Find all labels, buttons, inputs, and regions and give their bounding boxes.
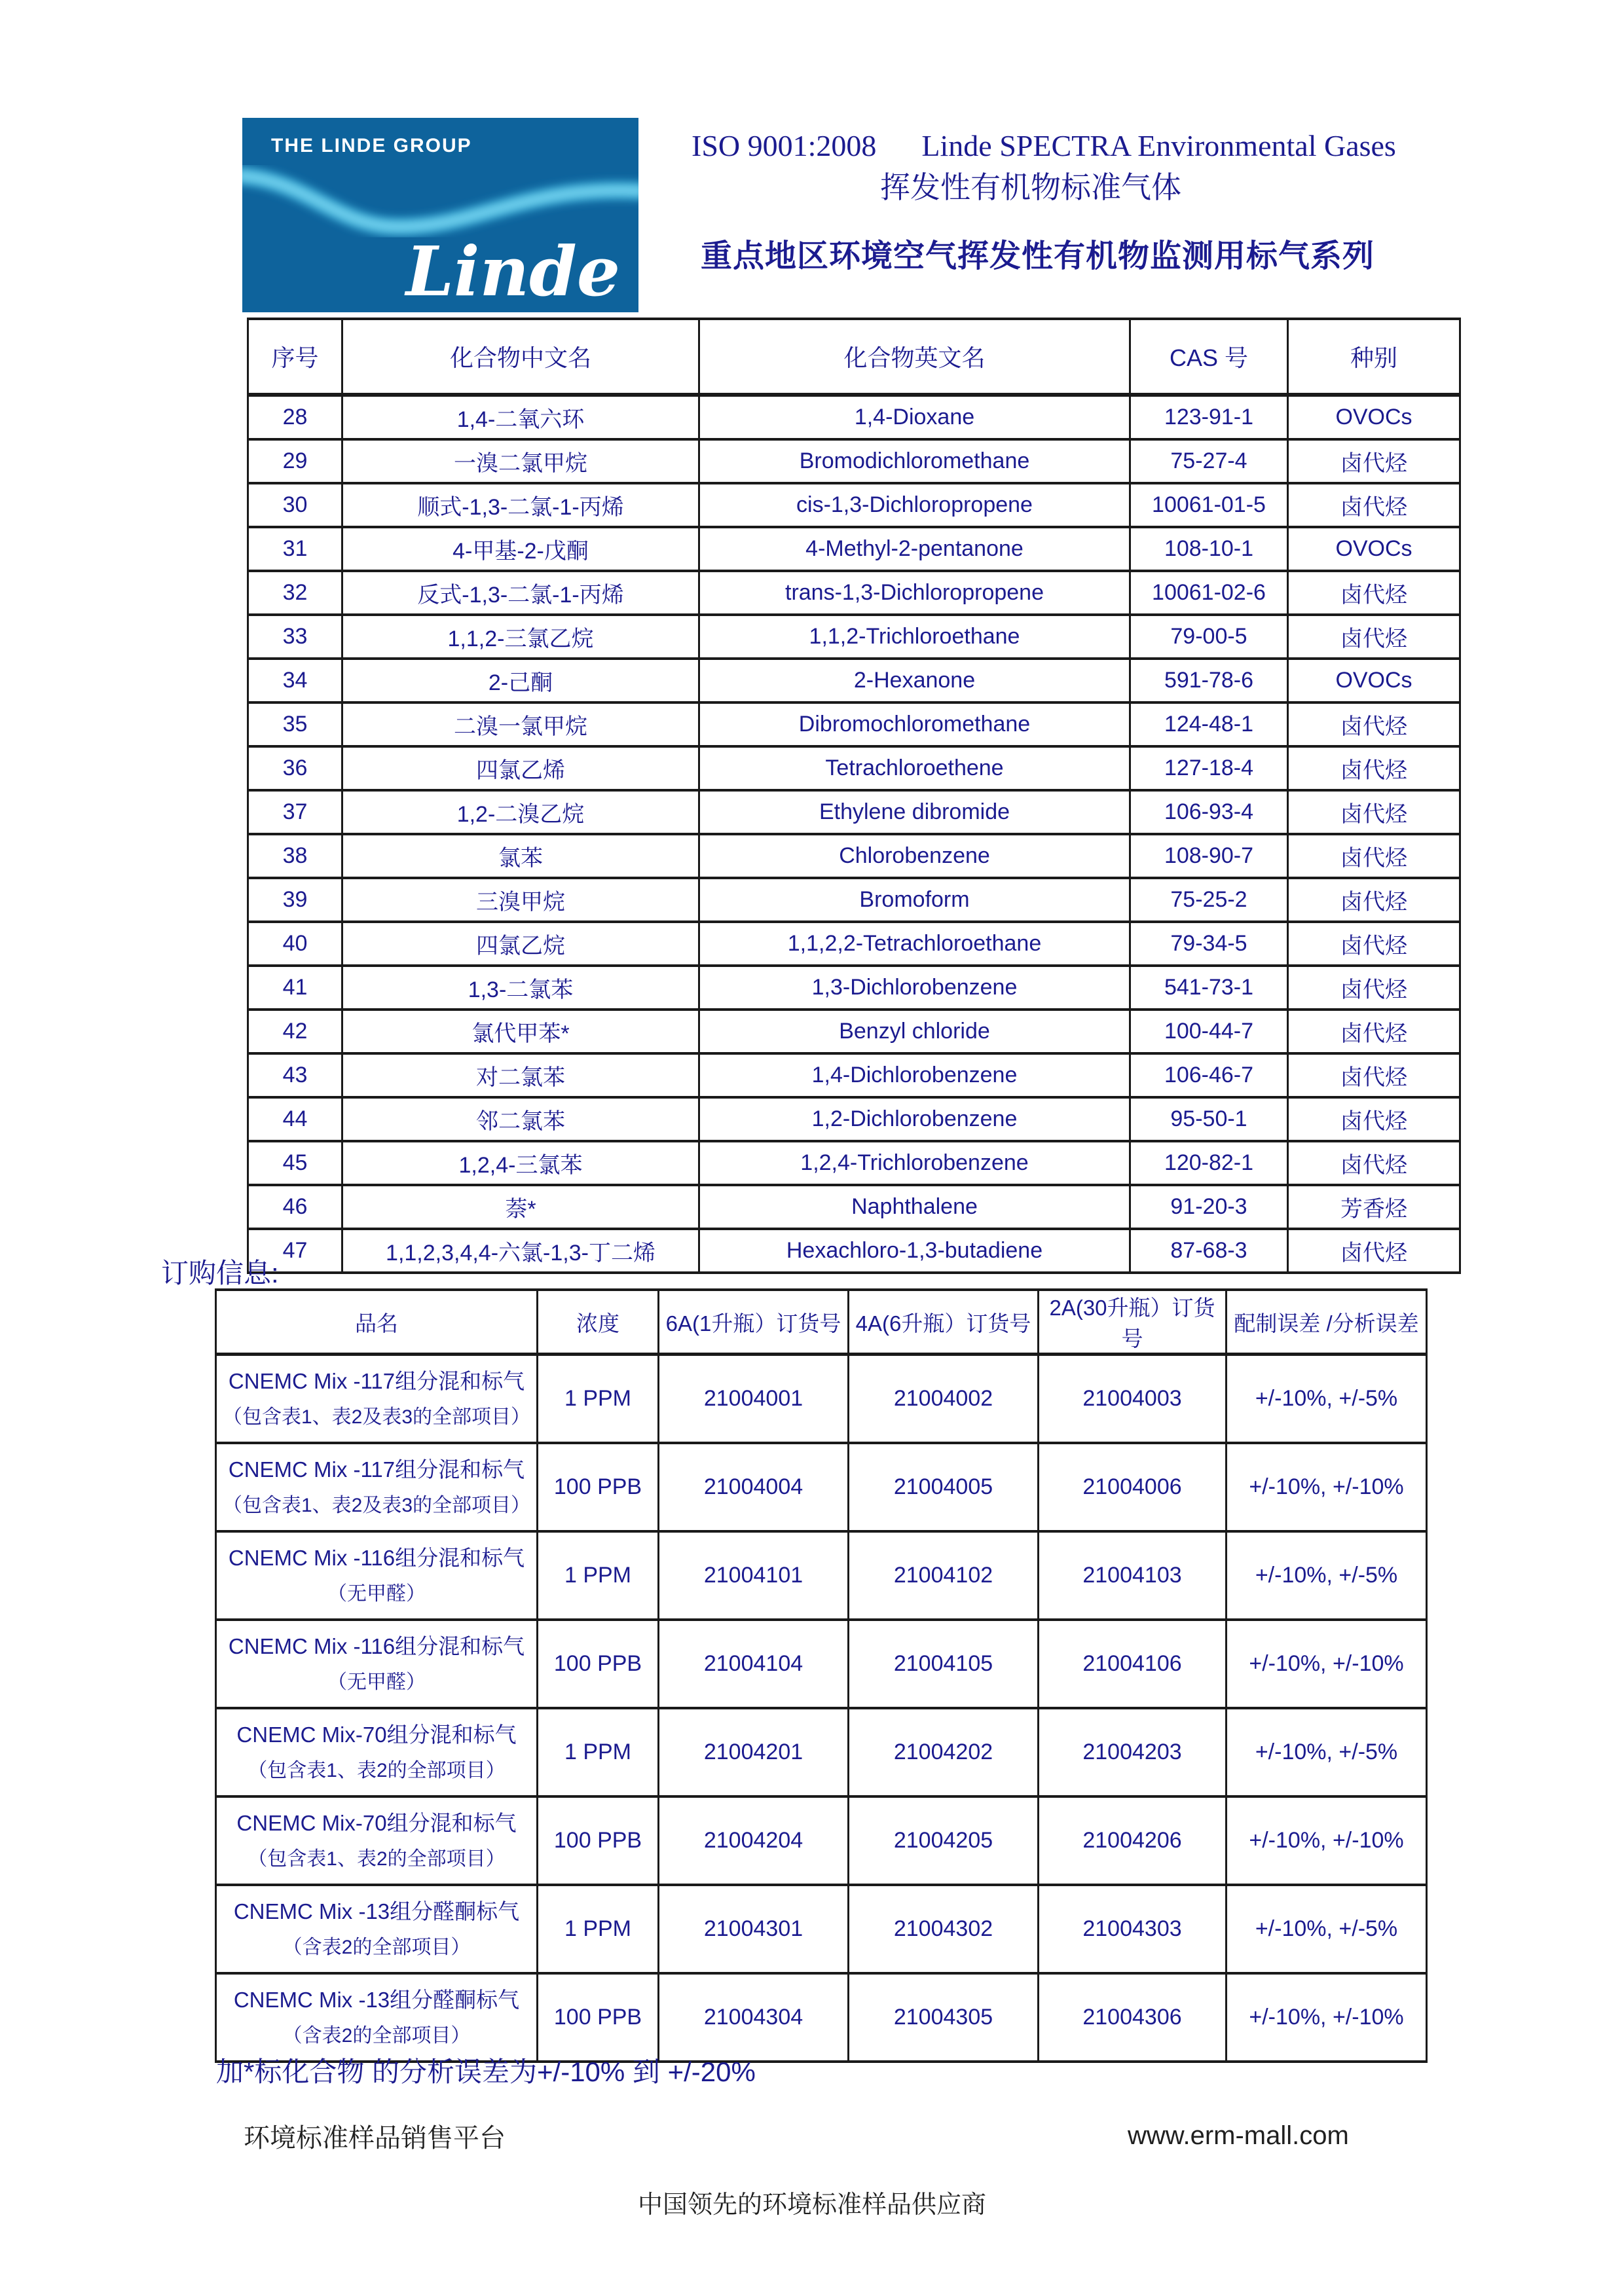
compound-header-row: [248, 319, 1460, 395]
cell-tolerance: +/-10%, +/-10%: [1227, 1620, 1427, 1708]
cell-4a: 21004302: [849, 1885, 1039, 1973]
cell-type: OVOCs: [1288, 527, 1460, 571]
cell-seq: 33: [248, 615, 342, 659]
cell-6a: 21004101: [659, 1531, 849, 1620]
cell-cn: 对二氯苯: [342, 1053, 699, 1097]
col-header-conc: 浓度: [538, 1290, 659, 1355]
cell-cas: 10061-02-6: [1130, 571, 1288, 615]
cell-type: OVOCs: [1288, 659, 1460, 702]
cell-seq: 34: [248, 659, 342, 702]
cell-conc: 100 PPB: [538, 1443, 659, 1531]
cell-cn: 1,1,2,3,4,4-六氯-1,3-丁二烯: [342, 1229, 699, 1273]
footer-website-link[interactable]: www.erm-mall.com: [1128, 2121, 1349, 2150]
cell-2a: 21004303: [1039, 1885, 1227, 1973]
cell-en: 1,1,2-Trichloroethane: [699, 615, 1130, 659]
col-header-en: 化合物英文名: [699, 319, 1130, 395]
cell-cn: 1,2,4-三氯苯: [342, 1141, 699, 1185]
cell-en: Bromoform: [699, 878, 1130, 922]
cell-cn: 萘*: [342, 1185, 699, 1229]
table-row: [248, 1229, 1460, 1273]
cell-4a: 21004002: [849, 1355, 1039, 1444]
table-row: [248, 1053, 1460, 1097]
cell-seq: 44: [248, 1097, 342, 1141]
table-row: [248, 483, 1460, 527]
cell-type: 卤代烃: [1288, 1053, 1460, 1097]
table-row: [248, 615, 1460, 659]
cell-product: [216, 1973, 538, 2062]
cell-4a: 21004105: [849, 1620, 1039, 1708]
cell-seq: 39: [248, 878, 342, 922]
table-row: [248, 1097, 1460, 1141]
cell-product: [216, 1708, 538, 1796]
cell-seq: 41: [248, 966, 342, 1010]
cell-en: Hexachloro-1,3-butadiene: [699, 1229, 1130, 1273]
logo-group-label: THE LINDE GROUP: [271, 135, 472, 156]
cell-6a: 21004104: [659, 1620, 849, 1708]
cell-6a: 21004001: [659, 1355, 849, 1444]
table-row: [248, 527, 1460, 571]
order-table: [215, 1288, 1428, 2063]
cell-cas: 100-44-7: [1130, 1010, 1288, 1053]
product-name: CNEMC Mix -116组分混和标气: [228, 1545, 525, 1570]
cell-2a: 21004206: [1039, 1796, 1227, 1885]
cell-product: [216, 1620, 538, 1708]
cell-6a: 21004304: [659, 1973, 849, 2062]
product-name: CNEMC Mix-70组分混和标气: [236, 1722, 517, 1747]
cell-en: 1,4-Dioxane: [699, 395, 1130, 439]
cell-tolerance: +/-10%, +/-10%: [1227, 1796, 1427, 1885]
cell-cn: 邻二氯苯: [342, 1097, 699, 1141]
table-row: [248, 790, 1460, 834]
cell-2a: 21004106: [1039, 1620, 1227, 1708]
cell-type: 卤代烃: [1288, 966, 1460, 1010]
footer-slogan: 中国领先的环境标准样品供应商: [637, 2191, 987, 2219]
cell-type: 卤代烃: [1288, 878, 1460, 922]
cell-product: [216, 1531, 538, 1620]
cell-cas: 106-93-4: [1130, 790, 1288, 834]
order-row: [216, 1531, 1427, 1620]
cell-cas: 75-25-2: [1130, 878, 1288, 922]
cell-type: 卤代烃: [1288, 834, 1460, 878]
title-series-line: 重点地区环境空气挥发性有机物监测用标气系列: [701, 239, 1375, 274]
cell-en: Chlorobenzene: [699, 834, 1130, 878]
cell-4a: 21004305: [849, 1973, 1039, 2062]
product-name: CNEMC Mix -116组分混和标气: [228, 1633, 525, 1658]
col-header-product: 品名: [216, 1290, 538, 1355]
cell-en: 1,4-Dichlorobenzene: [699, 1053, 1130, 1097]
cell-6a: 21004204: [659, 1796, 849, 1885]
cell-seq: 28: [248, 395, 342, 439]
cell-cn: 四氯乙烷: [342, 922, 699, 966]
cell-cas: 10061-01-5: [1130, 483, 1288, 527]
cell-seq: 47: [248, 1229, 342, 1273]
cell-en: Tetrachloroethene: [699, 746, 1130, 790]
cell-cn: 1,2-二溴乙烷: [342, 790, 699, 834]
cell-cas: 127-18-4: [1130, 746, 1288, 790]
cell-tolerance: +/-10%, +/-5%: [1227, 1355, 1427, 1444]
cell-en: Bromodichloromethane: [699, 439, 1130, 483]
cell-en: 1,3-Dichlorobenzene: [699, 966, 1130, 1010]
cell-seq: 32: [248, 571, 342, 615]
product-name: CNEMC Mix-70组分混和标气: [236, 1810, 517, 1835]
cell-en: Dibromochloromethane: [699, 702, 1130, 746]
table-row: [248, 702, 1460, 746]
cell-tolerance: +/-10%, +/-5%: [1227, 1885, 1427, 1973]
cell-en: trans-1,3-Dichloropropene: [699, 571, 1130, 615]
cell-conc: 1 PPM: [538, 1355, 659, 1444]
cell-en: Benzyl chloride: [699, 1010, 1130, 1053]
product-desc: （含表2的全部项目）: [282, 2025, 471, 2047]
cell-seq: 42: [248, 1010, 342, 1053]
ordering-info-label: 订购信息:: [161, 1258, 279, 1288]
cell-type: 卤代烃: [1288, 702, 1460, 746]
cell-6a: 21004004: [659, 1443, 849, 1531]
table-row: [248, 922, 1460, 966]
cell-cn: 氯苯: [342, 834, 699, 878]
cell-cas: 79-00-5: [1130, 615, 1288, 659]
cell-cn: 1,3-二氯苯: [342, 966, 699, 1010]
cell-type: 卤代烃: [1288, 439, 1460, 483]
cell-cn: 一溴二氯甲烷: [342, 439, 699, 483]
table-row: [248, 834, 1460, 878]
table-row: [248, 1141, 1460, 1185]
cell-seq: 46: [248, 1185, 342, 1229]
cell-seq: 43: [248, 1053, 342, 1097]
cell-conc: 100 PPB: [538, 1796, 659, 1885]
product-name: CNEMC Mix -117组分混和标气: [228, 1368, 525, 1393]
cell-cn: 1,4-二氧六环: [342, 395, 699, 439]
product-desc: （无甲醛）: [327, 1671, 426, 1694]
cell-en: Naphthalene: [699, 1185, 1130, 1229]
cell-cas: 120-82-1: [1130, 1141, 1288, 1185]
cell-cas: 124-48-1: [1130, 702, 1288, 746]
order-row: [216, 1973, 1427, 2062]
order-row: [216, 1885, 1427, 1973]
cell-type: 卤代烃: [1288, 571, 1460, 615]
cell-conc: 100 PPB: [538, 1620, 659, 1708]
cell-en: 1,1,2,2-Tetrachloroethane: [699, 922, 1130, 966]
cell-type: OVOCs: [1288, 395, 1460, 439]
table-row: [248, 966, 1460, 1010]
cell-cn: 顺式-1,3-二氯-1-丙烯: [342, 483, 699, 527]
cell-seq: 37: [248, 790, 342, 834]
cell-seq: 30: [248, 483, 342, 527]
order-row: [216, 1443, 1427, 1531]
cell-seq: 36: [248, 746, 342, 790]
cell-cas: 87-68-3: [1130, 1229, 1288, 1273]
cell-cn: 反式-1,3-二氯-1-丙烯: [342, 571, 699, 615]
cell-4a: 21004102: [849, 1531, 1039, 1620]
cell-type: 芳香烃: [1288, 1185, 1460, 1229]
cell-cas: 108-10-1: [1130, 527, 1288, 571]
cell-type: 卤代烃: [1288, 1010, 1460, 1053]
linde-logo: [242, 118, 638, 312]
col-header-type: 种别: [1288, 319, 1460, 395]
footer-platform-label: 环境标准样品销售平台: [244, 2124, 506, 2153]
cell-cas: 108-90-7: [1130, 834, 1288, 878]
cell-conc: 100 PPB: [538, 1973, 659, 2062]
order-header-row: [216, 1290, 1427, 1355]
cell-2a: 21004003: [1039, 1355, 1227, 1444]
cell-en: 1,2,4-Trichlorobenzene: [699, 1141, 1130, 1185]
cell-tolerance: +/-10%, +/-10%: [1227, 1443, 1427, 1531]
cell-seq: 29: [248, 439, 342, 483]
product-desc: （包含表1、表2及表3的全部项目）: [222, 1495, 531, 1517]
product-desc: （无甲醛）: [327, 1583, 426, 1605]
product-desc: （包含表1、表2的全部项目）: [248, 1760, 506, 1782]
cell-cn: 1,1,2-三氯乙烷: [342, 615, 699, 659]
cell-cas: 123-91-1: [1130, 395, 1288, 439]
cell-product: [216, 1355, 538, 1444]
cell-seq: 35: [248, 702, 342, 746]
col-header-cn: 化合物中文名: [342, 319, 699, 395]
table-row: [248, 659, 1460, 702]
cell-2a: 21004306: [1039, 1973, 1227, 2062]
product-name: CNEMC Mix -13组分醛酮标气: [233, 1987, 520, 2012]
cell-seq: 40: [248, 922, 342, 966]
cell-tolerance: +/-10%, +/-5%: [1227, 1708, 1427, 1796]
cell-type: 卤代烃: [1288, 1229, 1460, 1273]
product-desc: （包含表1、表2的全部项目）: [248, 1848, 506, 1870]
cell-en: 1,2-Dichlorobenzene: [699, 1097, 1130, 1141]
col-header-2a: 2A(30升瓶）订货号: [1039, 1290, 1227, 1355]
cell-conc: 1 PPM: [538, 1708, 659, 1796]
cell-cn: 三溴甲烷: [342, 878, 699, 922]
table-row: [248, 878, 1460, 922]
cell-cas: 541-73-1: [1130, 966, 1288, 1010]
cell-type: 卤代烃: [1288, 615, 1460, 659]
table-row: [248, 395, 1460, 439]
cell-type: 卤代烃: [1288, 922, 1460, 966]
cell-en: 4-Methyl-2-pentanone: [699, 527, 1130, 571]
cell-cn: 2-己酮: [342, 659, 699, 702]
cell-tolerance: +/-10%, +/-10%: [1227, 1973, 1427, 2062]
cell-cn: 氯代甲苯*: [342, 1010, 699, 1053]
table-row: [248, 439, 1460, 483]
cell-2a: 21004006: [1039, 1443, 1227, 1531]
cell-cn: 二溴一氯甲烷: [342, 702, 699, 746]
col-header-4a: 4A(6升瓶）订货号: [849, 1290, 1039, 1355]
compound-table: [247, 318, 1461, 1274]
cell-conc: 1 PPM: [538, 1885, 659, 1973]
cell-product: [216, 1443, 538, 1531]
product-name: CNEMC Mix -13组分醛酮标气: [233, 1899, 520, 1923]
cell-cn: 4-甲基-2-戊酮: [342, 527, 699, 571]
cell-4a: 21004202: [849, 1708, 1039, 1796]
cell-type: 卤代烃: [1288, 483, 1460, 527]
cell-cas: 75-27-4: [1130, 439, 1288, 483]
product-desc: （含表2的全部项目）: [282, 1937, 471, 1959]
cell-cas: 106-46-7: [1130, 1053, 1288, 1097]
cell-6a: 21004201: [659, 1708, 849, 1796]
table-row: [248, 1010, 1460, 1053]
cell-cas: 95-50-1: [1130, 1097, 1288, 1141]
cell-en: 2-Hexanone: [699, 659, 1130, 702]
cell-conc: 1 PPM: [538, 1531, 659, 1620]
col-header-cas: CAS 号: [1130, 319, 1288, 395]
cell-tolerance: +/-10%, +/-5%: [1227, 1531, 1427, 1620]
cell-en: Ethylene dibromide: [699, 790, 1130, 834]
cell-cas: 591-78-6: [1130, 659, 1288, 702]
order-row: [216, 1355, 1427, 1444]
cell-type: 卤代烃: [1288, 790, 1460, 834]
cell-product: [216, 1885, 538, 1973]
cell-seq: 31: [248, 527, 342, 571]
title-voc-line: 挥发性有机物标准气体: [880, 171, 1181, 204]
cell-product: [216, 1796, 538, 1885]
cell-4a: 21004005: [849, 1443, 1039, 1531]
order-row: [216, 1620, 1427, 1708]
cell-type: 卤代烃: [1288, 1097, 1460, 1141]
col-header-tolerance: 配制误差 /分析误差: [1227, 1290, 1427, 1355]
col-header-6a: 6A(1升瓶）订货号: [659, 1290, 849, 1355]
cell-seq: 38: [248, 834, 342, 878]
table-row: [248, 746, 1460, 790]
product-desc: （包含表1、表2及表3的全部项目）: [222, 1406, 531, 1429]
table-row: [248, 571, 1460, 615]
cell-cn: 四氯乙烯: [342, 746, 699, 790]
cell-type: 卤代烃: [1288, 746, 1460, 790]
logo-brand-script: Linde: [405, 231, 620, 312]
product-name: CNEMC Mix -117组分混和标气: [228, 1457, 525, 1482]
col-header-seq: 序号: [248, 319, 342, 395]
cell-en: cis-1,3-Dichloropropene: [699, 483, 1130, 527]
cell-cas: 79-34-5: [1130, 922, 1288, 966]
cell-seq: 45: [248, 1141, 342, 1185]
title-iso-line: ISO 9001:2008 Linde SPECTRA Environmental Gases: [692, 129, 1396, 162]
order-row: [216, 1708, 1427, 1796]
cell-cas: 91-20-3: [1130, 1185, 1288, 1229]
cell-2a: 21004103: [1039, 1531, 1227, 1620]
order-row: [216, 1796, 1427, 1885]
asterisk-footnote: 加*标化合物 的分析误差为+/-10% 到 +/-20%: [216, 2056, 756, 2087]
cell-4a: 21004205: [849, 1796, 1039, 1885]
cell-type: 卤代烃: [1288, 1141, 1460, 1185]
cell-6a: 21004301: [659, 1885, 849, 1973]
table-row: [248, 1185, 1460, 1229]
cell-2a: 21004203: [1039, 1708, 1227, 1796]
